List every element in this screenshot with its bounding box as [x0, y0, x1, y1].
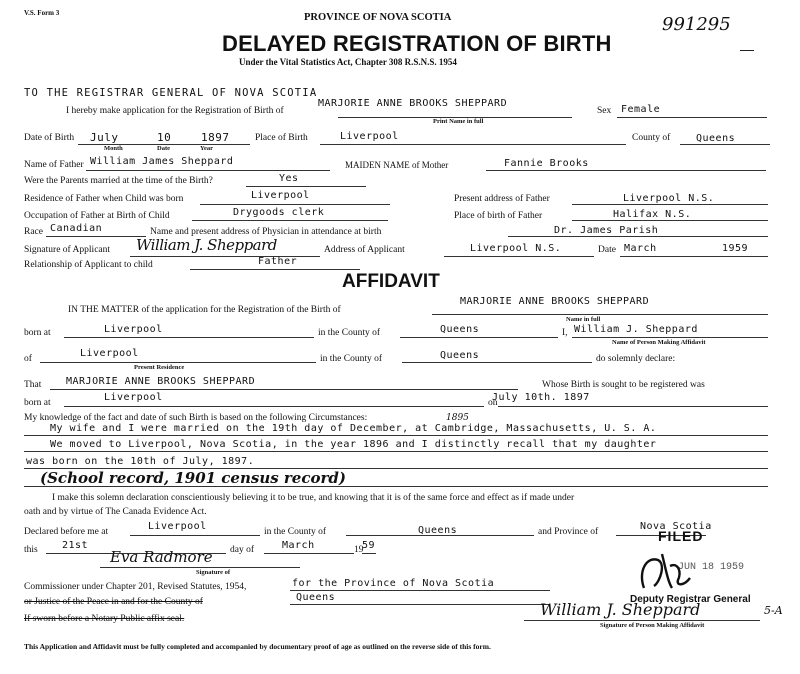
pob-value: Liverpool	[340, 131, 399, 142]
county-value-1: Queens	[440, 324, 480, 335]
declaration-line-1: I make this solemn declaration conscientiously believing it to be true, and knowing that it is of the same force and effect as if made under	[52, 493, 575, 503]
relationship-value: Father	[258, 256, 298, 267]
that-name: MARJORIE ANNE BROOKS SHEPPARD	[66, 376, 256, 387]
declared-at: Liverpool	[148, 521, 207, 532]
day-sub: Date	[157, 145, 170, 152]
residence-value: Liverpool	[251, 190, 310, 201]
declare-label: do solemnly declare:	[596, 354, 676, 364]
affidavit-heading: AFFIDAVIT	[342, 271, 440, 292]
applicant-signature: William J. Sheppard	[136, 236, 277, 254]
sex-value: Female	[621, 104, 661, 115]
relationship-label: Relationship of Applicant to child	[24, 260, 153, 270]
occupation-label: Occupation of Father at Birth of Child	[24, 211, 170, 221]
affidavit-child-name: MARJORIE ANNE BROOKS SHEPPARD	[460, 296, 650, 307]
circumstance-line-1: My wife and I were married on the 19th day of December, at Cambridge, Massachusetts, U. S. A.	[50, 423, 657, 434]
commissioner-signature: Eva Radmore	[110, 548, 213, 566]
declared-county: Queens	[418, 525, 458, 536]
margin-note: 5-A	[764, 604, 783, 617]
person-name: William J. Sheppard	[574, 324, 698, 335]
to-registrar-line: TO THE REGISTRAR GENERAL OF NOVA SCOTIA	[24, 87, 318, 99]
circumstance-insert: 1895	[446, 413, 469, 423]
dob-year: 1897	[201, 131, 230, 144]
whose-birth-label: Whose Birth is sought to be registered was	[542, 380, 705, 390]
province-label: and Province of	[538, 527, 599, 537]
justice-label: or Justice of the Peace in and for the County of	[24, 597, 203, 607]
race-value: Canadian	[50, 223, 103, 234]
present-residence-note: Present Residence	[134, 364, 185, 371]
date-month: March	[624, 243, 657, 254]
of-place: Liverpool	[80, 348, 139, 359]
that-label: That	[24, 380, 42, 390]
county-value-2: Queens	[440, 350, 480, 361]
of-label: of	[24, 354, 32, 364]
mother-label: MAIDEN NAME of Mother	[345, 160, 449, 170]
commissioner-for: for the Province of Nova Scotia	[292, 578, 495, 589]
dob-month: July	[90, 131, 119, 144]
province-value: Nova Scotia	[640, 521, 712, 532]
born-at-value-2: Liverpool	[104, 392, 163, 403]
commissioner-label: Commissioner under Chapter 201, Revised Statutes, 1954,	[24, 582, 247, 592]
circumstance-line-3: was born on the 10th of July, 1897.	[26, 456, 255, 467]
day-of-label: day of	[230, 545, 255, 555]
circumstance-line-2: We moved to Liverpool, Nova Scotia, in the year 1896 and I distinctly recall that my daughter	[50, 439, 657, 450]
form-id: V.S. Form 3	[24, 9, 60, 17]
father-birthplace-label: Place of birth of Father	[454, 211, 543, 221]
notary-label: If sworn before a Notary Public affix seal.	[24, 614, 185, 624]
knowledge-label: My knowledge of the fact and date of such Birth is based on the following Circumstances:	[24, 413, 368, 423]
stamp-signature-scrawl	[632, 542, 702, 598]
i-label: I,	[562, 328, 568, 338]
sex-label: Sex	[597, 106, 612, 116]
person-note: Name of Person Making Affidavit	[612, 339, 706, 346]
province-heading: PROVINCE OF NOVA SCOTIA	[304, 12, 452, 23]
name-in-full-note: Name in full	[566, 316, 601, 323]
present-address-label: Present address of Father	[454, 194, 550, 204]
race-label: Race	[24, 227, 43, 237]
justice-county: Queens	[296, 592, 336, 603]
pob-label: Place of Birth	[255, 133, 308, 143]
occupation-value: Drygoods clerk	[233, 207, 325, 218]
county-label: County of	[632, 133, 671, 143]
date-label: Date	[598, 245, 616, 255]
stamp-title: Deputy Registrar General	[630, 594, 751, 605]
married-value: Yes	[279, 173, 299, 184]
declared-county-label: in the County of	[264, 527, 327, 537]
born-at-label: born at	[24, 328, 51, 338]
file-mark	[740, 50, 754, 51]
stamp-date: JUN 18 1959	[678, 562, 745, 573]
declaration-line-2: oath and by virtue of The Canada Evidence Act.	[24, 507, 207, 517]
document-subtitle: Under the Vital Statistics Act, Chapter 308 R.S.N.S. 1954	[239, 57, 457, 67]
physician-label: Name and present address of Physician in attendance at birth	[150, 227, 382, 237]
signature-of-note: Signature of	[196, 569, 231, 576]
present-address-value: Liverpool N.S.	[623, 193, 715, 204]
intro-label: I hereby make application for the Registration of Birth of	[66, 106, 284, 116]
year-prefix: 19	[354, 545, 364, 555]
in-county-label-2: in the County of	[320, 354, 383, 364]
print-name-note: Print Name in full	[433, 118, 484, 125]
child-name: MARJORIE ANNE BROOKS SHEPPARD	[318, 98, 508, 109]
father-birthplace-value: Halifax N.S.	[613, 209, 692, 220]
physician-value: Dr. James Parish	[554, 225, 659, 236]
born-at-label-2: born at	[24, 398, 51, 408]
applicant-address-value: Liverpool N.S.	[470, 243, 562, 254]
on-date: July 10th. 1897	[492, 392, 590, 403]
declared-label: Declared before me at	[24, 527, 109, 537]
father-label: Name of Father	[24, 160, 84, 170]
this-label: this	[24, 545, 38, 555]
stamp-filed-text: FILED	[658, 528, 704, 544]
father-value: William James Sheppard	[90, 156, 234, 167]
month-sub: Month	[104, 145, 123, 152]
dob-day: 10	[157, 131, 172, 144]
dob-label: Date of Birth	[24, 133, 75, 143]
mother-value: Fannie Brooks	[504, 158, 589, 169]
residence-label: Residence of Father when Child was born	[24, 194, 184, 204]
handwritten-note: (School record, 1901 census record)	[40, 469, 346, 487]
born-at-value: Liverpool	[104, 324, 163, 335]
applicant-address-label: Address of Applicant	[324, 245, 405, 255]
document-title: DELAYED REGISTRATION OF BIRTH	[222, 31, 612, 56]
on-label: on	[488, 398, 498, 408]
file-number: 991295	[662, 14, 731, 35]
year-sub: Year	[200, 145, 213, 152]
affiant-note: Signature of Person Making Affidavit	[600, 622, 705, 629]
affidavit-month: March	[282, 540, 315, 551]
date-year: 1959	[722, 243, 749, 254]
county-value: Queens	[696, 133, 736, 144]
affidavit-year: 59	[362, 540, 376, 551]
sig-label: Signature of Applicant	[24, 245, 111, 255]
this-day: 21st	[62, 540, 89, 551]
in-county-label: in the County of	[318, 328, 381, 338]
matter-label: IN THE MATTER of the application for the Registration of the Birth of	[68, 305, 341, 315]
footer-note: This Application and Affidavit must be fully completed and accompanied by documentary proof of age as outlined on the reverse side of this form.	[24, 642, 491, 651]
affiant-signature: William J. Sheppard	[540, 600, 701, 619]
married-label: Were the Parents married at the time of the Birth?	[24, 176, 213, 186]
